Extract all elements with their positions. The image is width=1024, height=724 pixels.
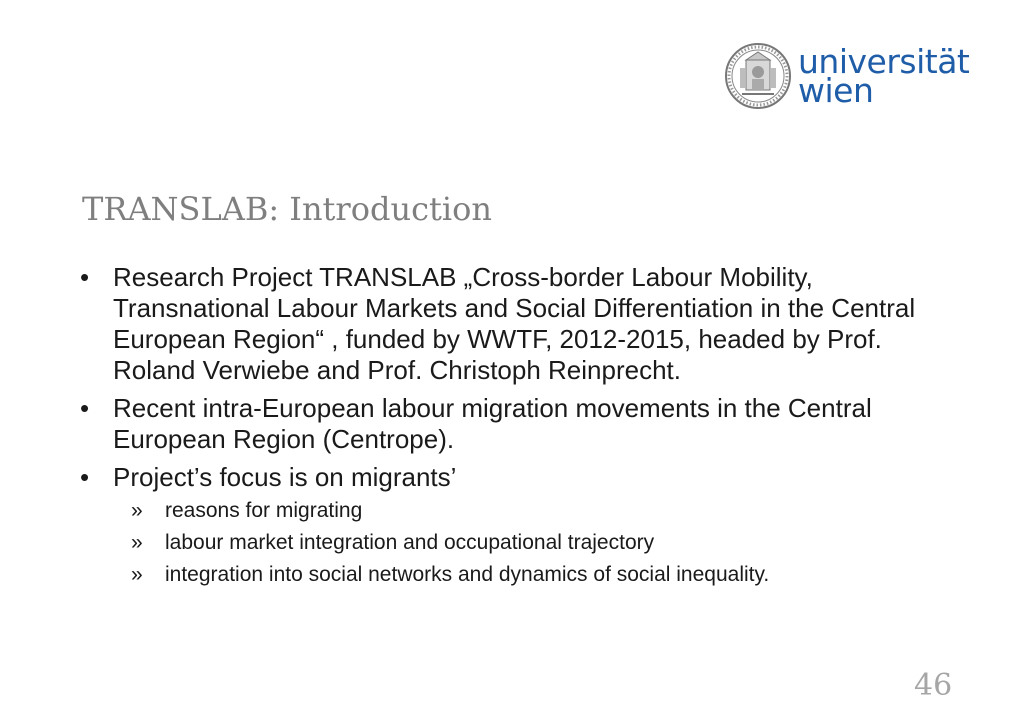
logo-line-wien: wien [798, 71, 874, 110]
sub-bullet-marker: » [131, 531, 143, 554]
bullet-marker: • [80, 262, 90, 292]
logo-line-universitat: universität [798, 42, 970, 81]
page-number: 46 [914, 668, 953, 703]
sub-bullet-text: integration into social networks and dynamics of social inequality. [165, 563, 770, 586]
bullet-text: Recent intra-European labour migration movements in the Central European Region (Centrope). [113, 393, 872, 454]
sub-item-reasons [113, 495, 940, 527]
slide-body [80, 262, 940, 598]
university-logo [724, 42, 969, 110]
slide-title: TRANSLAB: Introduction [82, 190, 492, 228]
bullet-text: Research Project TRANSLAB „Cross-border Labour Mobility, Transnational Labour Markets and Social Differentiation in the Central European Region“ , funded by WWTF, 2012-2015, headed by Prof. Roland Verwiebe and Prof. Christoph Reinprecht. [113, 262, 916, 385]
sub-bullet-text: reasons for migrating [165, 499, 363, 522]
bullet-text: Project’s focus is on migrants’ [113, 462, 457, 492]
bullet-marker: • [80, 393, 90, 423]
sub-item-networks [113, 559, 940, 591]
bullet-item-project [80, 262, 940, 386]
sub-bullet-text: labour market integration and occupational trajectory [165, 531, 655, 554]
sub-bullet-marker: » [131, 563, 143, 586]
bullet-list [80, 262, 940, 591]
sub-bullet-list [113, 495, 940, 591]
university-seal-icon [724, 42, 792, 110]
sub-bullet-marker: » [131, 499, 143, 522]
bullet-marker: • [80, 462, 90, 492]
sub-item-integration [113, 527, 940, 559]
bullet-item-focus [80, 462, 940, 591]
bullet-item-migration [80, 393, 940, 455]
